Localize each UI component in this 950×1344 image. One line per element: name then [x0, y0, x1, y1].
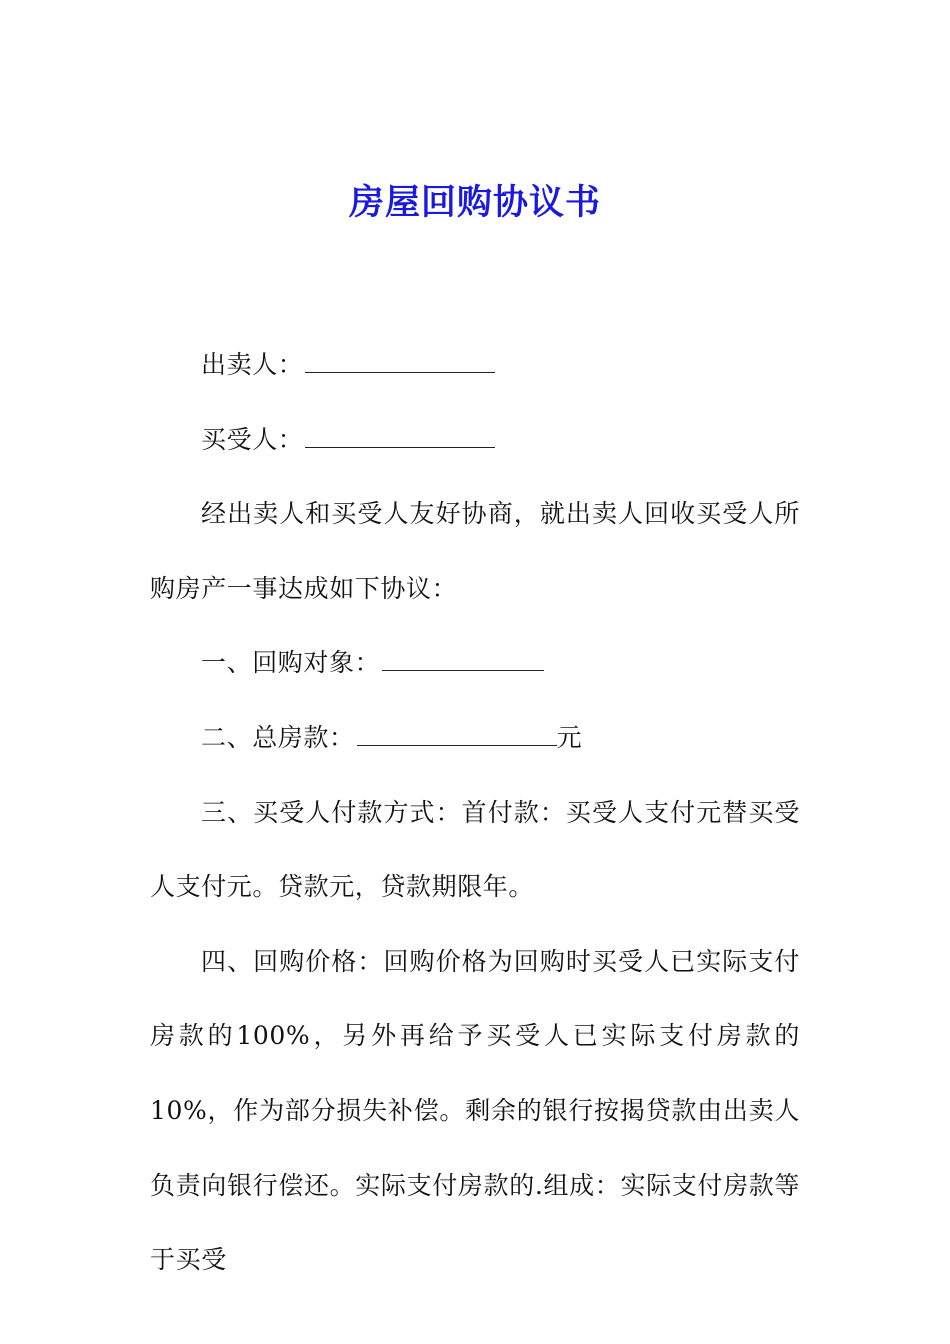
document-body — [150, 328, 800, 1298]
buyer-label: 买受人： — [201, 424, 304, 454]
buyer-line — [150, 403, 800, 478]
seller-line — [150, 328, 800, 403]
buyer-blank — [305, 425, 495, 448]
clause-2-blank — [357, 723, 557, 746]
clause-1-line — [150, 626, 800, 701]
clause-2-unit: 元 — [556, 722, 583, 752]
intro-paragraph: 经出卖人和买受人友好协商，就出卖人回收买受人所购房产一事达成如下协议： — [150, 499, 800, 603]
clause-2-line — [150, 701, 800, 776]
seller-blank — [305, 350, 495, 373]
clause-1-blank — [382, 648, 544, 671]
seller-label: 出卖人： — [201, 350, 304, 379]
document-title: 房屋回购协议书 — [348, 183, 601, 223]
clause-4-paragraph: 四、回购价格：回购价格为回购时买受人已实际支付房款的100%，另外再给予买受人已实际支付房款的10%，作为部分损失补偿。剩余的银行按揭贷款由出卖人负责向银行偿还。实际支付房款的.组成：实际支付房款等于买受 — [150, 946, 800, 1275]
clause-2-label: 二、总房款： — [201, 722, 355, 752]
clause-3-paragraph: 三、买受人付款方式：首付款：买受人支付元替买受人支付元。贷款元，贷款期限年。 — [150, 797, 800, 902]
clause-1-label: 一、回购对象： — [201, 648, 381, 678]
